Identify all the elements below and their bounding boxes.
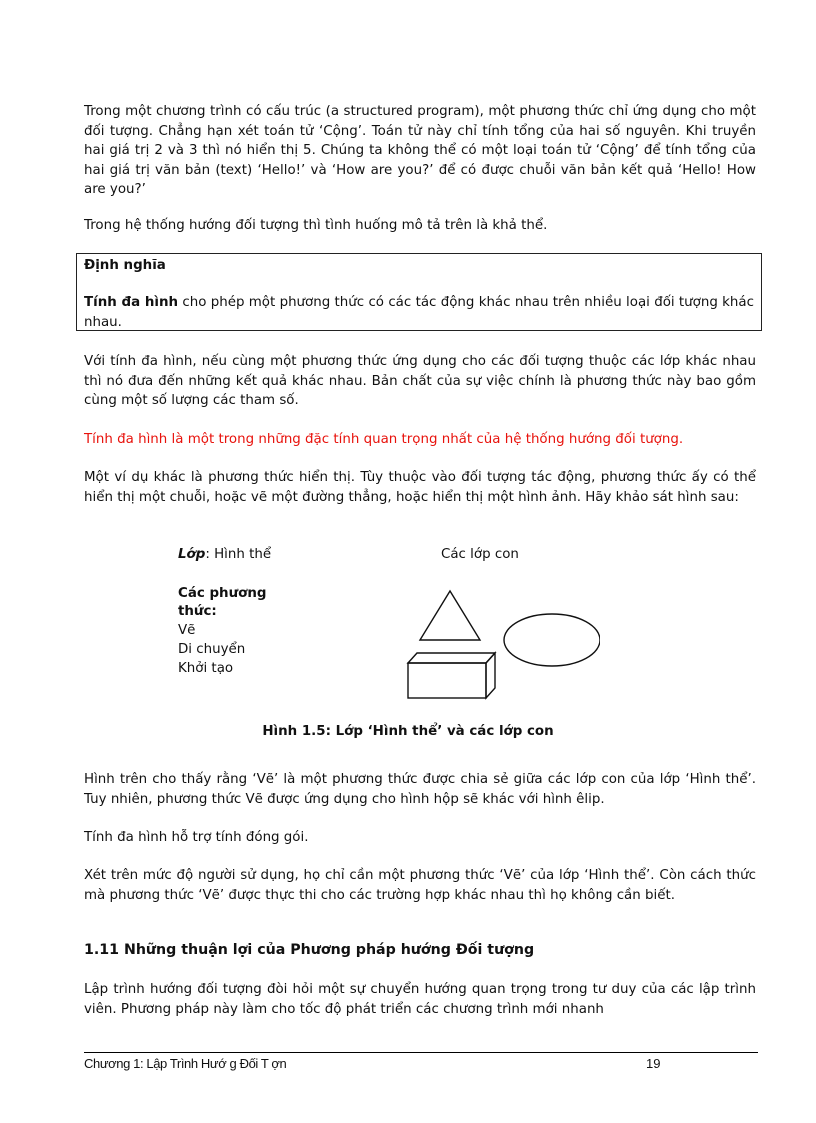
figure-methods-heading-2: thức: [178, 604, 217, 619]
paragraph-oo-possible: Trong hệ thống hướng đối tượng thì tình huống mô tả trên là khả thể. [84, 218, 548, 233]
paragraph-display-example: Một ví dụ khác là phương thức hiển thị. Tùy thuộc vào đối tượng tác động, phương thức ấy có thể hiển thị một chuỗi, hoặc vẽ một đường thẳng, hoặc hiển thị một hình ảnh. Hãy khảo sát hình sau: [84, 470, 756, 505]
paragraph-oo-programming: Lập trình hướng đối tượng đòi hỏi một sự chuyển hướng quan trọng trong tư duy của các lập trình viên. Phương pháp này làm cho tốc độ phát triển các chương trình mới nhanh [84, 982, 756, 1017]
footer-divider [84, 1052, 758, 1053]
figure-method-draw: Vẽ [178, 623, 196, 638]
paragraph-encapsulation: Tính đa hình hỗ trợ tính đóng gói. [84, 830, 309, 845]
definition-term: Tính đa hình [84, 295, 179, 310]
section-heading: 1.11 Những thuận lợi của Phương pháp hướng Đối tượng [84, 942, 535, 958]
ellipse-shape [504, 614, 600, 666]
figure-methods-heading-1: Các phương [178, 586, 267, 601]
definition-body [84, 293, 754, 332]
paragraph-shared-method: Hình trên cho thấy rằng ‘Vẽ’ là một phương thức được chia sẻ giữa các lớp con của lớp ‘Hình thể’. Tuy nhiên, phương thức Vẽ được ứng dụng cho hình hộp sẽ khác với hình êlip. [84, 772, 756, 807]
paragraph-user-level: Xét trên mức độ người sử dụng, họ chỉ cần một phương thức ‘Vẽ’ của lớp ‘Hình thể’. Còn cách thức mà phương thức ‘Vẽ’ được thực thi cho các trường hợp khác nhau thì họ không cần biết. [84, 868, 756, 903]
definition-text: cho phép một phương thức có các tác động khác nhau trên nhiều loại đối tượng khác nhau. [84, 295, 754, 330]
paragraph-polymorphism-importance: Tính đa hình là một trong những đặc tính quan trọng nhất của hệ thống hướng đối tượng. [84, 432, 684, 447]
definition-box [76, 253, 762, 331]
footer-page-number: 19 [646, 1056, 661, 1071]
footer-chapter: Chương 1: Lập Trình Hướ g Đối T ợn [84, 1056, 287, 1071]
figure-method-move: Di chuyển [178, 642, 246, 657]
paragraph-structured-program: Trong một chương trình có cấu trúc (a structured program), một phương thức chỉ ứng dụng cho một đối tượng. Chẳng hạn xét toán tử ‘Cộng’. Toán tử này chỉ tính tổng của hai số nguyên. Khi truyền hai giá trị 2 và 3 thì nó hiển thị 5. Chúng ta không thể có một loại toán tử ‘Cộng’ để tính tổng của hai giá trị văn bản (text) ‘Hello!’ và ‘How are you?’ để có được chuỗi văn bản kết quả ‘Hello! How are you?’ [84, 104, 756, 197]
figure-caption: Hình 1.5: Lớp ‘Hình thể’ và các lớp con [262, 724, 554, 739]
figure-class-key: Lớp [178, 547, 206, 562]
definition-title: Định nghĩa [84, 258, 166, 273]
figure-subclasses-label: Các lớp con [441, 547, 519, 562]
figure-method-init: Khởi tạo [178, 661, 234, 676]
figure-class-value: : Hình thể [205, 547, 272, 562]
paragraph-polymorphism-effect: Với tính đa hình, nếu cùng một phương thức ứng dụng cho các đối tượng thuộc các lớp khác nhau thì nó đưa đến những kết quả khác nhau. Bản chất của sự việc chính là phương thức này bao gồm cùng một số lượng các tham số. [84, 354, 756, 408]
figure-class-label [178, 545, 271, 564]
box-shape [408, 653, 495, 698]
triangle-shape [420, 591, 480, 640]
figure-shapes [400, 585, 600, 705]
